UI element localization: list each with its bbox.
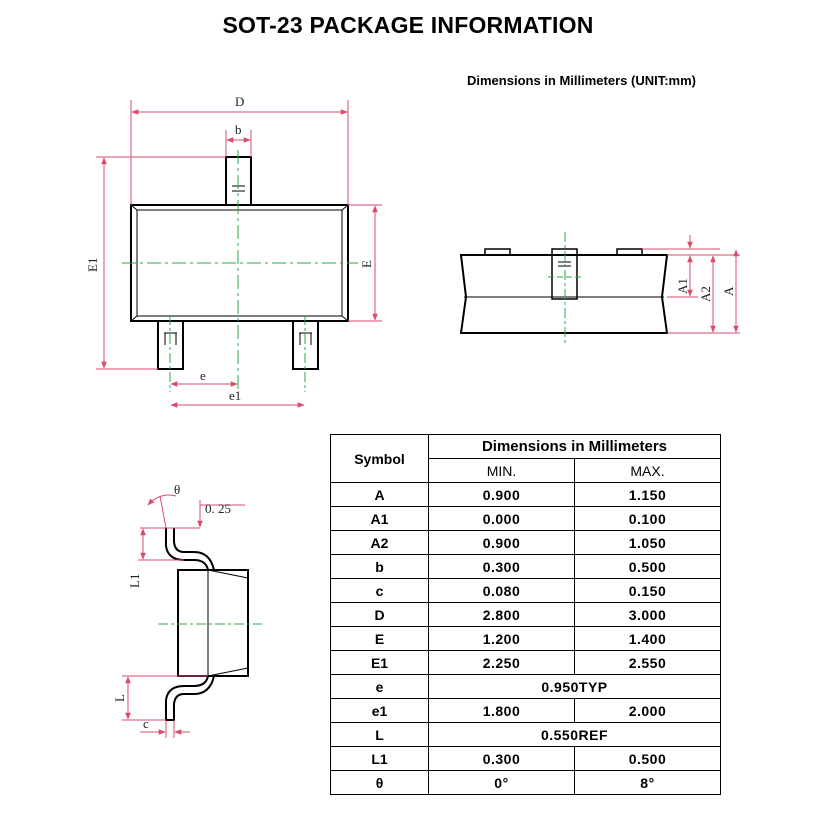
symbol-cell: b (331, 555, 429, 579)
min-value-cell: 0.300 (429, 747, 575, 771)
dim-label-e1: e1 (229, 388, 242, 403)
max-value-cell: 0.150 (574, 579, 720, 603)
dim-label-c: c (143, 716, 149, 731)
table-row (331, 603, 721, 627)
dim-label-A1: A1 (675, 278, 690, 294)
dim-label-theta: θ (174, 482, 181, 497)
units-caption: Dimensions in Millimeters (UNIT:mm) (467, 73, 696, 88)
typ-value-cell: 0.950TYP (429, 675, 721, 699)
max-value-cell: 1.400 (574, 627, 720, 651)
symbol-cell: A1 (331, 507, 429, 531)
dim-label-E1: E1 (85, 257, 100, 272)
table-row (331, 699, 721, 723)
max-value-cell: 2.000 (574, 699, 720, 723)
max-value-cell: 0.500 (574, 555, 720, 579)
symbol-cell: E (331, 627, 429, 651)
typ-value-cell: 0.550REF (429, 723, 721, 747)
min-value-cell: 2.800 (429, 603, 575, 627)
table-row (331, 579, 721, 603)
table-row (331, 723, 721, 747)
lower-lead (166, 676, 214, 720)
dim-label-D: D (235, 94, 245, 109)
min-value-cell: 1.200 (429, 627, 575, 651)
symbol-cell: E1 (331, 651, 429, 675)
min-value-cell: 0.000 (429, 507, 575, 531)
symbol-cell: L1 (331, 747, 429, 771)
max-value-cell: 1.150 (574, 483, 720, 507)
max-value-cell: 2.550 (574, 651, 720, 675)
table-row (331, 675, 721, 699)
dimensions-table (330, 434, 721, 795)
symbol-cell: L (331, 723, 429, 747)
upper-lead (166, 528, 214, 570)
top-view (85, 94, 382, 405)
max-value-cell: 0.100 (574, 507, 720, 531)
symbol-cell: e (331, 675, 429, 699)
table-row (331, 555, 721, 579)
end-view (112, 482, 262, 738)
dim-label-L1: L1 (127, 573, 142, 588)
min-value-cell: 0.900 (429, 483, 575, 507)
dim-label-A2: A2 (698, 286, 713, 302)
end-view-body (178, 570, 248, 676)
max-header: MAX. (574, 459, 720, 483)
max-value-cell: 8° (574, 771, 720, 795)
symbol-cell: c (331, 579, 429, 603)
dim-label-b: b (235, 122, 242, 137)
table-row (331, 627, 721, 651)
dim-label-e: e (200, 368, 206, 383)
page-title: SOT-23 PACKAGE INFORMATION (222, 12, 594, 38)
min-header: MIN. (429, 459, 575, 483)
symbol-cell: D (331, 603, 429, 627)
table-row (331, 483, 721, 507)
dimensions-table-body (331, 483, 721, 795)
min-value-cell: 0.300 (429, 555, 575, 579)
table-row (331, 507, 721, 531)
dim-label-A: A (721, 286, 736, 296)
dim-label-E: E (359, 260, 374, 268)
side-view-body (461, 255, 667, 333)
table-row (331, 531, 721, 555)
symbol-header: Symbol (331, 435, 429, 483)
group-header: Dimensions in Millimeters (429, 435, 721, 459)
min-value-cell: 0° (429, 771, 575, 795)
max-value-cell: 1.050 (574, 531, 720, 555)
symbol-cell: A2 (331, 531, 429, 555)
table-row (331, 747, 721, 771)
table-row (331, 651, 721, 675)
table-row (331, 771, 721, 795)
max-value-cell: 3.000 (574, 603, 720, 627)
min-value-cell: 0.900 (429, 531, 575, 555)
min-value-cell: 2.250 (429, 651, 575, 675)
dim-label-gauge: 0. 25 (205, 501, 231, 516)
min-value-cell: 0.080 (429, 579, 575, 603)
symbol-cell: θ (331, 771, 429, 795)
side-view (461, 232, 740, 345)
max-value-cell: 0.500 (574, 747, 720, 771)
symbol-cell: A (331, 483, 429, 507)
dim-label-L: L (112, 694, 127, 702)
min-value-cell: 1.800 (429, 699, 575, 723)
symbol-cell: e1 (331, 699, 429, 723)
